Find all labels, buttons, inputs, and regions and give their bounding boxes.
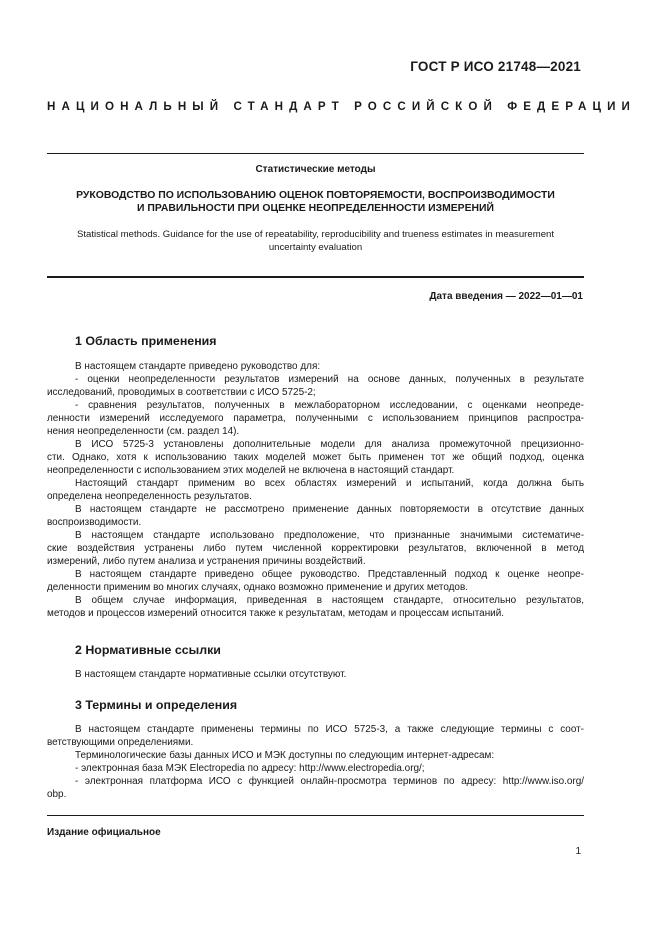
english-title-line-1: Statistical methods. Guidance for the use of repeatability, reproducibility and trueness estimates in measurement — [76, 229, 555, 240]
section-1-line: В общем случае информация, приведенная в настоящем стандарте, относительно результатов, — [75, 595, 584, 606]
section-1-line: ские воздействия устранены либо путем численной корректировки результатов, включенной в метод — [47, 543, 584, 554]
section-1-heading: 1 Область применения — [75, 334, 217, 348]
section-1-line: деленности применим во многих случаях, однако возможно применение и других методов. — [47, 582, 469, 593]
section-1-line: определена неопределенность результатов. — [47, 491, 252, 502]
official-edition-label: Издание официальное — [47, 827, 161, 838]
section-3-line: obp. — [47, 789, 67, 800]
section-1-line: В настоящем стандарте использовано предположение, что признанные значимыми систематиче- — [75, 530, 584, 541]
section-3-line: - электронная база МЭК Electropedia по адресу: http://www.electropedia.org/; — [75, 763, 425, 774]
section-1-line: В ИСО 5725-3 установлены дополнительные модели для анализа промежуточной прецизионно- — [75, 439, 584, 450]
main-title — [47, 189, 584, 215]
introduction-date: Дата введения — 2022—01—01 — [429, 291, 583, 302]
section-1-line: В настоящем стандарте не рассмотрено применение данных повторяемости в отсутствие данных — [75, 504, 584, 515]
section-3-line: - электронная платформа ИСО с функцией онлайн-просмотра терминов по адресу: http://www.iso.org/ — [75, 776, 584, 787]
footer-divider — [47, 815, 584, 816]
section-1-line: ленности измерений исследуемого параметра, полученными с использованием принципов распростра- — [47, 413, 584, 424]
section-1-line: - сравнения результатов, полученных в межлабораторном исследовании, с оценками неопреде- — [75, 400, 584, 411]
main-title-line-1: РУКОВОДСТВО ПО ИСПОЛЬЗОВАНИЮ ОЦЕНОК ПОВТОРЯЕМОСТИ, ВОСПРОИЗВОДИМОСТИ — [76, 190, 555, 201]
section-3-line: Терминологические базы данных ИСО и МЭК доступны по следующим интернет-адресам: — [75, 750, 495, 761]
english-title — [47, 229, 584, 254]
section-1-line: - оценки неопределенности результатов измерений на основе данных, полученных в результате — [75, 374, 584, 385]
section-1-line: Настоящий стандарт применим во всех областях измерений и испытаний, когда должна быть — [75, 478, 584, 489]
section-1-line: В настоящем стандарте приведено общее руководство. Представленный подход к оценке неопре- — [75, 569, 584, 580]
main-title-line-2: И ПРАВИЛЬНОСТИ ПРИ ОЦЕНКЕ НЕОПРЕДЕЛЕННОСТИ ИЗМЕРЕНИЙ — [137, 203, 494, 214]
title-divider — [47, 276, 584, 278]
page-number: 1 — [575, 846, 581, 857]
standard-number: ГОСТ Р ИСО 21748—2021 — [410, 59, 581, 74]
section-1-line: нения неопределенности (см. раздел 14). — [47, 426, 240, 437]
section-1-line: исследований, проводимых в соответствии с ИСО 5725-2; — [47, 387, 316, 398]
english-title-line-2: uncertainty evaluation — [268, 241, 363, 253]
section-3-heading: 3 Термины и определения — [75, 698, 238, 712]
header-divider — [47, 153, 584, 154]
section-2-heading: 2 Нормативные ссылки — [75, 643, 221, 657]
section-1-line: сти. Однако, хотя к использованию таких моделей может быть применен тот же общий подход, оценка — [47, 452, 584, 463]
section-1-line: измерений, либо путем анализа и устранения причины воздействий. — [47, 556, 366, 567]
section-1-line: воспроизводимости. — [47, 517, 142, 528]
national-standard-banner: НАЦИОНАЛЬНЫЙ СТАНДАРТ РОССИЙСКОЙ ФЕДЕРАЦИИ — [47, 100, 636, 113]
section-3-line: В настоящем стандарте применены термины по ИСО 5725-3, а также следующие термины с соот- — [75, 724, 584, 735]
section-1-line: В настоящем стандарте приведено руководство для: — [75, 361, 321, 372]
section-1-line: методов и процессов измерений относится также к результатам, методам и процессам испытаний. — [47, 608, 505, 619]
section-2-line: В настоящем стандарте нормативные ссылки отсутствуют. — [75, 669, 347, 680]
section-1-line: неопределенности с использованием этих моделей не включена в настоящий стандарт. — [47, 465, 455, 476]
section-3-line: ветствующими определениями. — [47, 737, 194, 748]
series-title: Статистические методы — [255, 164, 376, 175]
